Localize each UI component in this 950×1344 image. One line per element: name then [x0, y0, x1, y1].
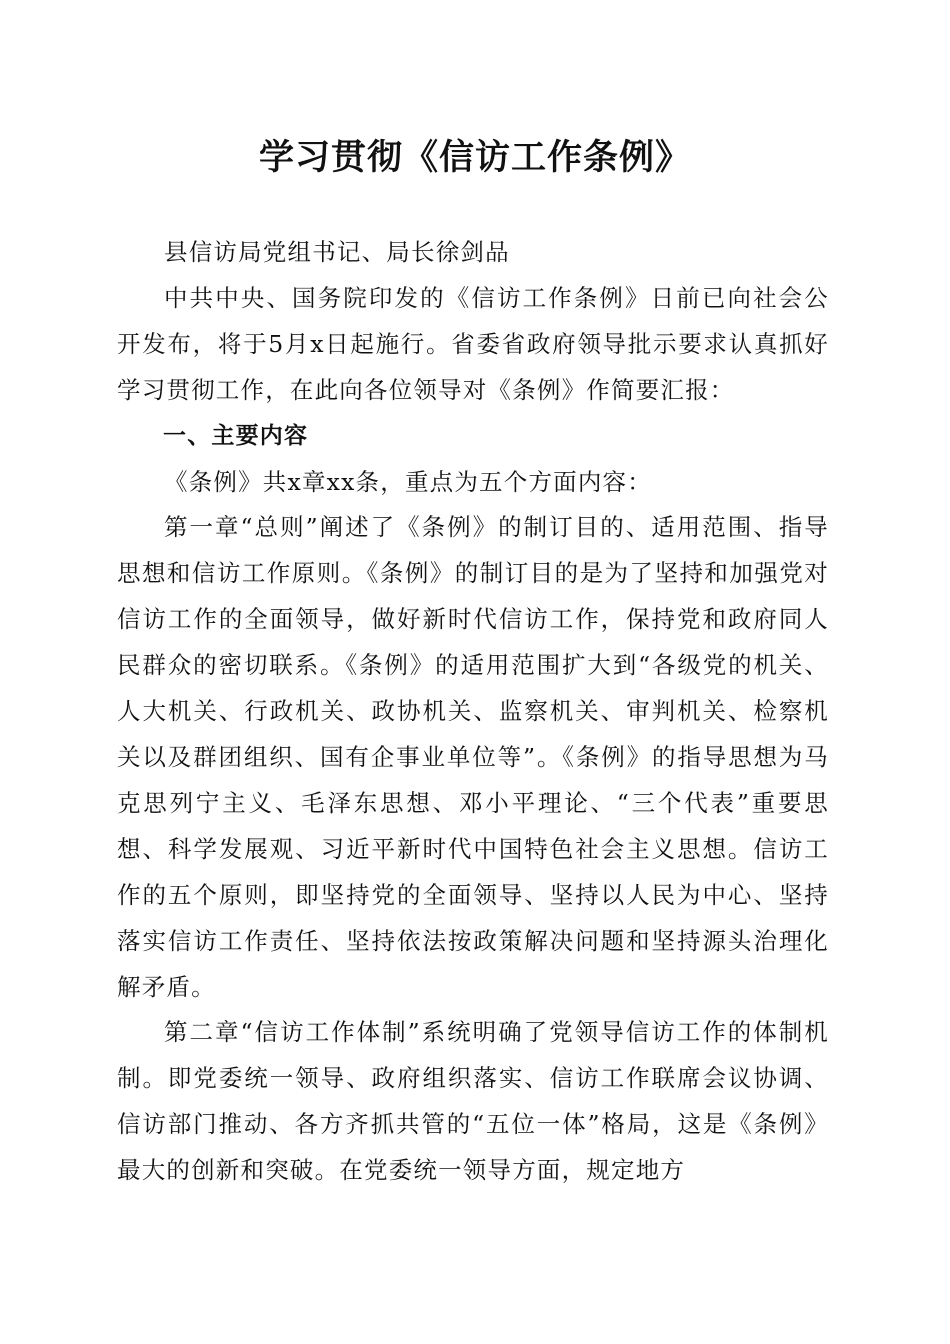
chapter-two-paragraph: 第二章“信访工作体制”系统明确了党领导信访工作的体制机制。即党委统一领导、政府组织落实、信访工作联席会议协调、信访部门推动、各方齐抓共管的“五位一体”格局，这是《条例》最大的创新和突破。在党委统一领导方面，规定地方 [117, 1018, 829, 1185]
document-title: 学习贯彻《信访工作条例》 [258, 137, 691, 178]
overview-paragraph: 《条例》共x章xx条，重点为五个方面内容： [164, 467, 652, 496]
document-body [117, 230, 829, 1194]
section-heading-main-content: 一、主要内容 [163, 422, 309, 449]
chapter-one-paragraph: 第一章“总则”阐述了《条例》的制订目的、适用范围、指导思想和信访工作原则。《条例》的制订目的是为了坚持和加强党对信访工作的全面领导，做好新时代信访工作，保持党和政府同人民群众的密切联系。《条例》的适用范围扩大到“各级党的机关、人大机关、行政机关、政协机关、监察机关、审判机关、检察机关以及群团组织、国有企事业单位等”。《条例》的指导思想为马克思列宁主义、毛泽东思想、邓小平理论、“三个代表”重要思想、科学发展观、习近平新时代中国特色社会主义思想。信访工作的五个原则，即坚持党的全面领导、坚持以人民为中心、坚持落实信访工作责任、坚持依法按政策解决问题和坚持源头治理化解矛盾。 [117, 513, 829, 1001]
author-line: 县信访局党组书记、局长徐剑品 [164, 238, 510, 266]
intro-paragraph: 中共中央、国务院印发的《信访工作条例》日前已向社会公开发布，将于5月x日起施行。省委省政府领导批示要求认真抓好学习贯彻工作，在此向各位领导对《条例》作简要汇报： [117, 283, 829, 404]
